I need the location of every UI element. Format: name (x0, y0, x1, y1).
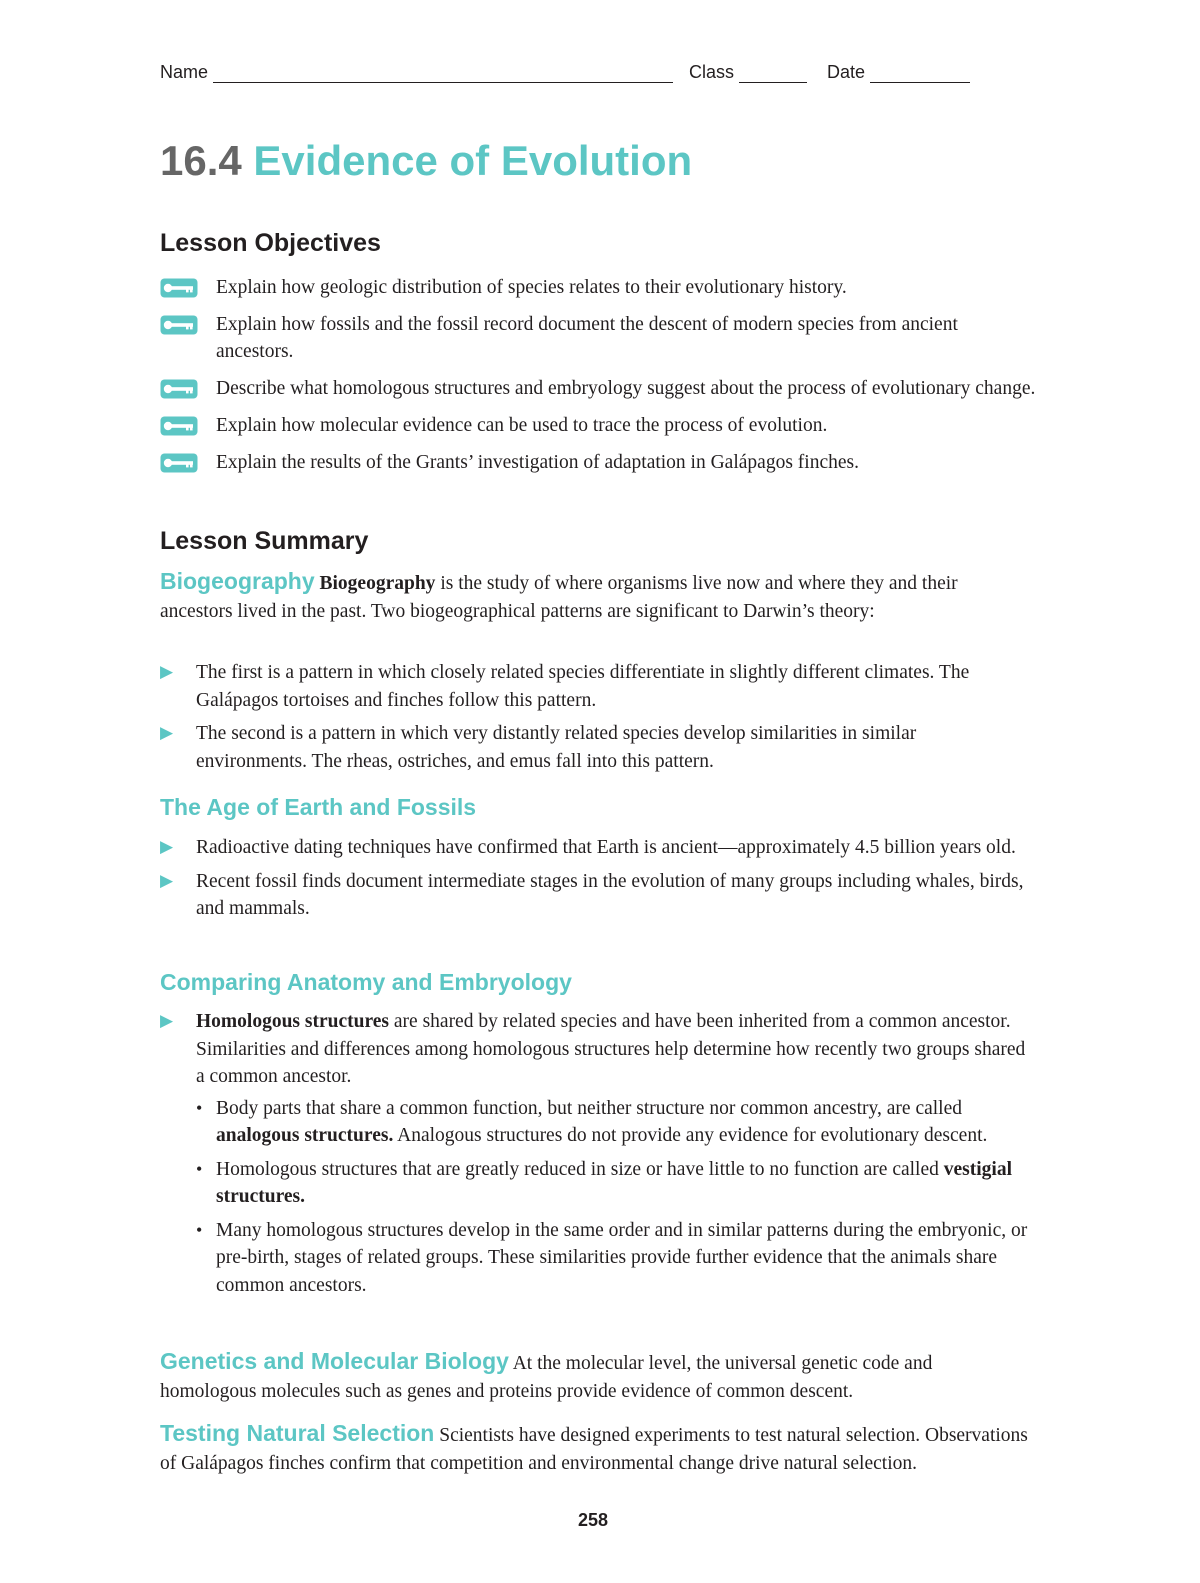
triangle-bullet-icon: ▶ (160, 662, 174, 682)
biogeography-paragraph (160, 568, 1030, 625)
sub-bullet-text: Many homologous structures develop in the same order and in similar patterns during the embryonic, or pre-birth, stages of related groups. These similarities provide further evidence that the animals share common ancestors. (216, 1219, 1028, 1296)
objective-text: Explain the results of the Grants’ investigation of adaptation in Galápagos finches. (216, 452, 859, 473)
key-icon (160, 315, 198, 335)
page-number: 258 (577, 1510, 609, 1530)
biogeography-text: is the study of where organisms live now and where they and their ancestors lived in the past. Two biogeographical patterns are significant to Darwin’s theory: (160, 573, 958, 622)
class-label: Class (689, 62, 735, 82)
list-item (160, 1008, 1030, 1305)
sub-bullet-text: Analogous structures do not provide any evidence for evolutionary descent. (393, 1125, 988, 1146)
summary-heading: Lesson Summary (160, 527, 369, 555)
list-item (196, 1156, 1030, 1211)
objectives-list (160, 274, 1040, 486)
class-field[interactable] (739, 64, 807, 83)
key-icon (160, 278, 198, 298)
anatomy-heading: Comparing Anatomy and Embryology (160, 969, 572, 995)
name-field[interactable] (213, 64, 673, 83)
objective-text: Explain how molecular evidence can be used to trace the process of evolution. (216, 415, 828, 436)
biogeography-term: Biogeography (319, 573, 436, 594)
genetics-text: At the molecular level, the universal genetic code and homologous molecules such as genes and proteins provide evidence of common descent. (160, 1353, 933, 1402)
student-info-header (160, 62, 990, 83)
homologous-term: Homologous structures (196, 1011, 390, 1032)
objective-item (160, 412, 1040, 439)
dot-bullet-icon: • (196, 1219, 203, 1240)
triangle-bullet-icon: ▶ (160, 1011, 174, 1031)
testing-heading: Testing Natural Selection (160, 1420, 435, 1446)
vestigial-term: vestigial structures. (216, 1158, 1012, 1207)
page-title (160, 138, 692, 184)
objective-item (160, 274, 1040, 301)
triangle-bullet-icon: ▶ (160, 837, 174, 857)
age-bullets (160, 834, 1030, 929)
list-item (196, 1217, 1030, 1300)
triangle-bullet-icon: ▶ (160, 870, 174, 891)
bullet-text: The first is a pattern in which closely related species differentiate in slightly different climates. The Galápagos tortoises and finches follow this pattern. (196, 662, 970, 711)
objective-item (160, 449, 1040, 476)
objective-item (160, 311, 1040, 365)
key-icon (160, 379, 198, 399)
age-heading: The Age of Earth and Fossils (160, 794, 477, 820)
biogeography-bullets (160, 659, 1030, 781)
triangle-bullet-icon: ▶ (160, 723, 174, 743)
date-field[interactable] (870, 64, 970, 83)
key-icon (160, 453, 198, 473)
list-item (160, 659, 1030, 714)
biogeography-heading: Biogeography (160, 568, 315, 594)
bullet-text: Recent fossil finds document intermediate stages in the evolution of many groups including whales, birds, and mammals. (196, 870, 1024, 919)
dot-bullet-icon: • (196, 1158, 203, 1179)
sub-bullet-text: Homologous structures that are greatly reduced in size or have little to no function are called (216, 1158, 944, 1180)
list-item (160, 834, 1030, 862)
genetics-paragraph (160, 1348, 1030, 1405)
objective-text: Explain how fossils and the fossil record document the descent of modern species from ancient ancestors. (216, 314, 958, 362)
anatomy-bullets (160, 1008, 1030, 1311)
name-label: Name (160, 62, 209, 82)
testing-paragraph (160, 1420, 1030, 1477)
list-item (196, 1095, 1030, 1150)
sub-bullet-text: Body parts that share a common function, but neither structure nor common ancestry, are called (216, 1097, 962, 1119)
lesson-number: 16.4 (160, 137, 242, 184)
objectives-heading: Lesson Objectives (160, 229, 381, 257)
objective-item (160, 375, 1040, 402)
date-label: Date (827, 62, 866, 82)
dot-bullet-icon: • (196, 1097, 203, 1118)
key-icon (160, 416, 198, 436)
bullet-text: Radioactive dating techniques have confirmed that Earth is ancient—approximately 4.5 billion years old. (196, 837, 1016, 858)
objective-text: Describe what homologous structures and embryology suggest about the process of evolutionary change. (216, 378, 1036, 399)
homologous-text: are shared by related species and have been inherited from a common ancestor. Similarities and differences among homologous structures help determine how recently two groups shared a common ancestor. (196, 1011, 1026, 1087)
bullet-text: The second is a pattern in which very distantly related species develop similarities in similar environments. The rheas, ostriches, and emus fall into this pattern. (196, 723, 917, 772)
objective-text: Explain how geologic distribution of species relates to their evolutionary history. (216, 277, 847, 298)
genetics-heading: Genetics and Molecular Biology (160, 1348, 509, 1374)
testing-text: Scientists have designed experiments to test natural selection. Observations of Galápagos finches confirm that competition and environmental change drive natural selection. (160, 1425, 1028, 1474)
list-item (160, 720, 1030, 775)
analogous-term: analogous structures. (216, 1125, 394, 1146)
list-item (160, 868, 1030, 923)
lesson-title: Evidence of Evolution (253, 137, 693, 184)
anatomy-sub-bullets (196, 1095, 1030, 1300)
